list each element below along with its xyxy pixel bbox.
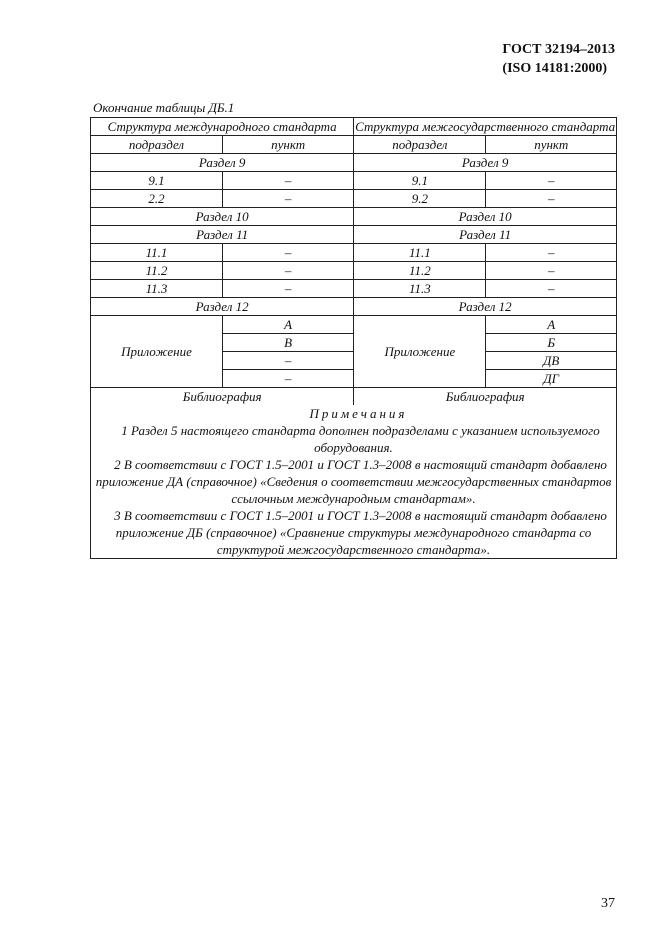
section-label: Раздел 9 (354, 154, 617, 172)
cell: 9.1 (91, 172, 223, 190)
cell: – (486, 244, 617, 262)
section-label: Раздел 10 (91, 208, 354, 226)
table-row (91, 172, 617, 190)
table-subheader-row (91, 136, 617, 154)
cell: ДВ (486, 352, 617, 370)
table-caption: Окончание таблицы ДБ.1 (93, 100, 235, 115)
bibliography-label: Библиография (354, 388, 617, 406)
cell: 11.2 (91, 262, 223, 280)
cell: – (222, 172, 353, 190)
cell: 11.3 (354, 280, 486, 298)
structure-comparison-table (90, 117, 617, 559)
table-row (91, 388, 617, 406)
cell: – (222, 280, 353, 298)
cell: – (486, 262, 617, 280)
cell: 9.2 (354, 190, 486, 208)
cell: – (222, 190, 353, 208)
table-row (91, 262, 617, 280)
table-row (91, 316, 617, 334)
note-3: 3 В соответствии с ГОСТ 1.5–2001 и ГОСТ 1.3–2008 в настоящий стандарт добавлено приложение ДБ (справочное) «Сравнение структуры международного стандарта со структурой межгосударственного стандарта». (114, 508, 607, 557)
cell: 11.2 (354, 262, 486, 280)
subheader-subsection: подраздел (354, 136, 486, 154)
iso-reference: (ISO 14181:2000) (502, 61, 608, 76)
note-1: 1 Раздел 5 настоящего стандарта дополнен подразделами с указанием используемого оборудования. (121, 423, 600, 455)
cell: – (486, 172, 617, 190)
cell: А (486, 316, 617, 334)
table-row (91, 298, 617, 316)
cell: – (222, 262, 353, 280)
cell: А (222, 316, 353, 334)
bibliography-label: Библиография (91, 388, 354, 406)
table-row (91, 244, 617, 262)
cell: – (222, 352, 353, 370)
subheader-clause: пункт (222, 136, 353, 154)
note-2: 2 В соответствии с ГОСТ 1.5–2001 и ГОСТ 1.3–2008 в настоящий стандарт добавлено приложение ДА (справочное) «Сведения о соответствии межгосударственных стандартов ссылочным международным стандартам». (95, 457, 612, 506)
table-row (91, 280, 617, 298)
table-row (91, 208, 617, 226)
notes-cell (91, 405, 617, 559)
cell: 2.2 (91, 190, 223, 208)
table-header-row (91, 118, 617, 136)
cell: 11.3 (91, 280, 223, 298)
cell: – (222, 244, 353, 262)
notes-row (91, 405, 617, 559)
notes-title: Примечания (309, 406, 408, 421)
subheader-subsection: подраздел (91, 136, 223, 154)
header-intl-structure: Структура международного стандарта (91, 118, 354, 136)
cell: ДГ (486, 370, 617, 388)
section-label: Раздел 12 (354, 298, 617, 316)
section-label: Раздел 10 (354, 208, 617, 226)
cell: 11.1 (91, 244, 223, 262)
cell: В (222, 334, 353, 352)
cell: – (486, 190, 617, 208)
cell: – (222, 370, 353, 388)
page-number: 37 (601, 896, 615, 911)
cell: 11.1 (354, 244, 486, 262)
section-label: Раздел 11 (354, 226, 617, 244)
document-header (502, 40, 615, 78)
cell: 9.1 (354, 172, 486, 190)
table-row (91, 190, 617, 208)
appendix-label: Приложение (91, 316, 223, 388)
section-label: Раздел 12 (91, 298, 354, 316)
cell: Б (486, 334, 617, 352)
header-interstate-structure: Структура межгосударственного стандарта (355, 119, 616, 134)
table-row (91, 226, 617, 244)
appendix-label: Приложение (354, 316, 486, 388)
cell: – (486, 280, 617, 298)
section-label: Раздел 9 (91, 154, 354, 172)
standard-number: ГОСТ 32194–2013 (502, 42, 615, 57)
subheader-clause: пункт (486, 136, 617, 154)
table-row (91, 154, 617, 172)
section-label: Раздел 11 (91, 226, 354, 244)
